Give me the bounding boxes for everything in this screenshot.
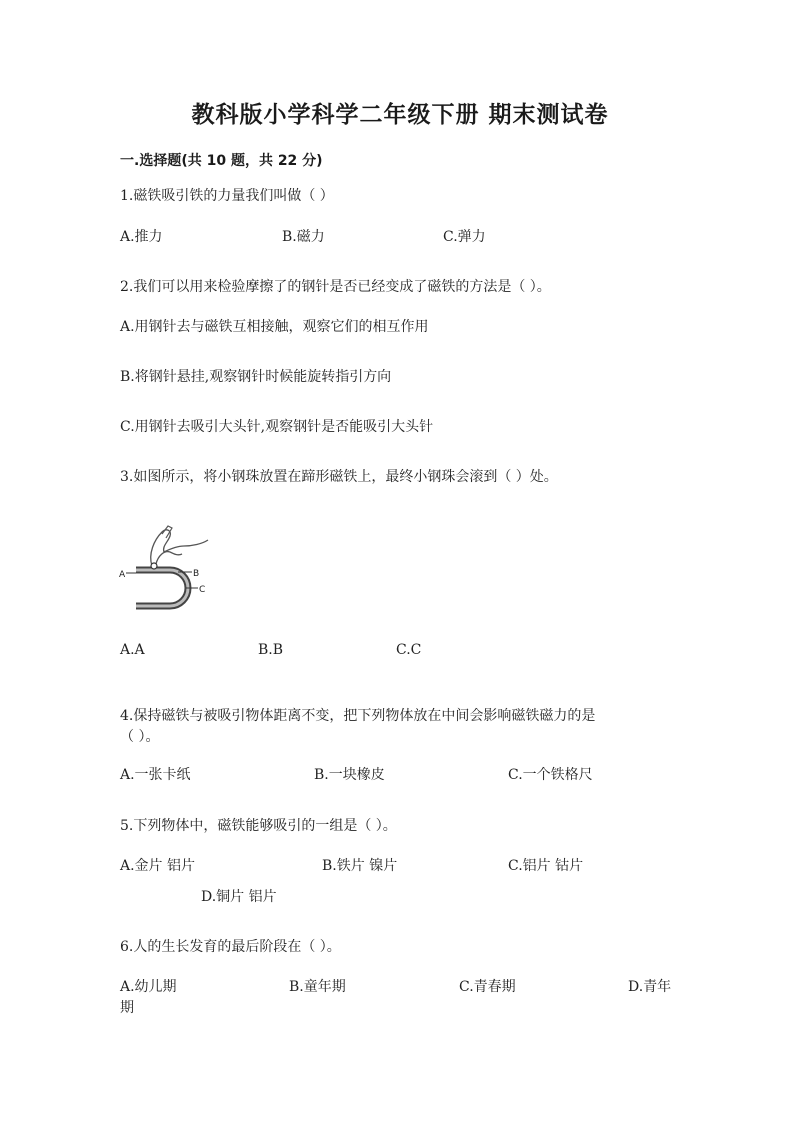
q1-option-b: B.磁力 — [282, 229, 325, 245]
question-6-text: 6.人的生长发育的最后阶段在（ ）。 — [120, 939, 341, 955]
q4-option-a: A.一张卡纸 — [120, 767, 191, 783]
q5-option-c: C.铝片 钴片 — [508, 858, 584, 874]
q3-option-c: C.C — [396, 642, 422, 658]
q4-option-c: C.一个铁格尺 — [508, 767, 593, 783]
q5-option-a: A.金片 铝片 — [120, 858, 196, 874]
q5-option-d: D.铜片 铝片 — [201, 889, 277, 905]
question-5-text: 5.下列物体中，磁铁能够吸引的一组是（ ）。 — [120, 818, 397, 834]
q6-option-a: A.幼儿期 — [120, 979, 177, 995]
horseshoe-magnet-figure — [118, 520, 218, 612]
section-heading: 一.选择题(共 10 题，共 22 分) — [120, 153, 323, 169]
figure-label-c: C — [199, 585, 206, 595]
q5-option-b: B.铁片 镍片 — [322, 858, 398, 874]
question-2-text: 2.我们可以用来检验摩擦了的钢针是否已经变成了磁铁的方法是（ ）。 — [120, 279, 551, 295]
page-title: 教科版小学科学二年级下册 期末测试卷 — [191, 102, 609, 128]
q2-option-a: A.用钢针去与磁铁互相接触，观察它们的相互作用 — [120, 319, 429, 335]
q4-option-b: B.一块橡皮 — [314, 767, 385, 783]
horseshoe-magnet-illustration — [118, 520, 218, 612]
q6-option-d: D.青年 — [628, 979, 672, 995]
question-3-text: 3.如图所示，将小钢珠放置在蹄形磁铁上，最终小钢珠会滚到（ ）处。 — [120, 469, 558, 485]
q3-option-b: B.B — [258, 642, 284, 658]
figure-label-b: B — [193, 569, 200, 579]
q2-option-b: B.将钢针悬挂,观察钢针时候能旋转指引方向 — [120, 369, 392, 385]
question-4-text-continued: （ ）。 — [120, 729, 160, 745]
question-4-text: 4.保持磁铁与被吸引物体距离不变，把下列物体放在中间会影响磁铁磁力的是 — [120, 708, 596, 724]
q6-option-c: C.青春期 — [459, 979, 516, 995]
q1-option-a: A.推力 — [120, 229, 163, 245]
figure-label-a: A — [119, 570, 126, 580]
q1-option-c: C.弹力 — [443, 229, 486, 245]
q6-option-d-continued: 期 — [120, 1000, 134, 1016]
question-1-text: 1.磁铁吸引铁的力量我们叫做（ ） — [120, 188, 334, 204]
q6-option-b: B.童年期 — [289, 979, 346, 995]
q2-option-c: C.用钢针去吸引大头针,观察钢针是否能吸引大头针 — [120, 419, 434, 435]
q3-option-a: A.A — [120, 642, 145, 658]
